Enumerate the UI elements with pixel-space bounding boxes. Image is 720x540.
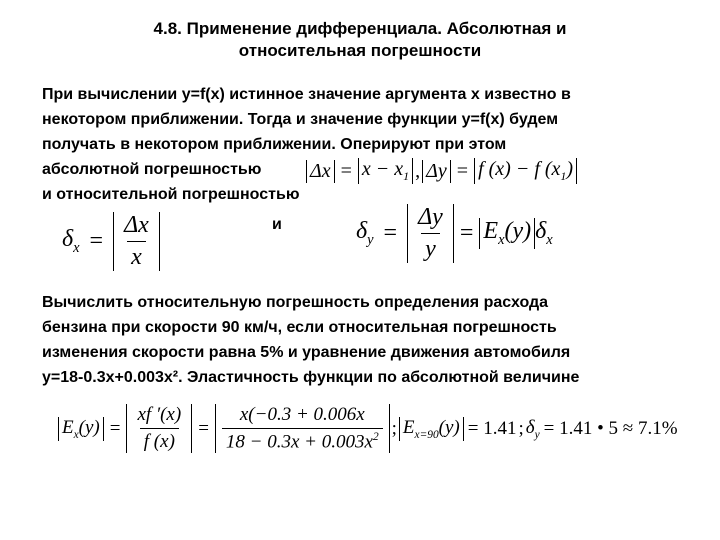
denominator-2: $18 - 0.3x + 0.003x^2$ [222, 428, 383, 453]
fraction-1 [133, 404, 185, 453]
numerator-1: xf ′(x) [137, 404, 182, 426]
abs-dx: Δx [306, 160, 335, 183]
delta-x-lhs: $\delta_x$ [62, 226, 80, 256]
fraction [414, 204, 447, 263]
eq-sign: = [198, 417, 209, 439]
abs-fraction-1 [126, 404, 192, 453]
connector-word: и [272, 216, 282, 233]
abs-elasticity-at-90: $E_{x=90}(y)$ [399, 417, 464, 441]
numerator-2: x(−0.3 + 0.006x [239, 404, 365, 425]
para1-line-4: абсолютной погрешностью [42, 161, 262, 178]
para2-line-4: y=18-0.3x+0.003x². Эластичность функции по абсолютной величине [42, 369, 580, 386]
title-line-1: 4.8. Применение дифференциала. Абсолютная и [153, 19, 567, 38]
para1-line-2: некотором приближении. Тогда и значение функции y=f(x) будем [42, 111, 559, 128]
delta-y-lhs: $\delta_y$ [525, 416, 540, 441]
para1-line-3: получать в некотором приближении. Оперируют при этом [42, 136, 507, 153]
elasticity-formula [58, 404, 678, 453]
denominator-1: f (x) [140, 428, 179, 453]
abs-elasticity-lhs: $E_x(y)$ [58, 417, 104, 441]
fraction-2 [222, 404, 383, 453]
relative-error-x-formula [62, 212, 160, 271]
paragraph-1 [42, 82, 682, 207]
title-line-2: относительная погрешности [238, 41, 482, 60]
numerator: Δx [124, 212, 149, 238]
eq-sign: = [89, 228, 104, 254]
semicolon: ; [518, 417, 524, 439]
para2-line-1: Вычислить относительную погрешность определения расхода [42, 294, 549, 311]
abs-dy: Δy [422, 160, 451, 183]
denominator: y [421, 233, 440, 263]
abs-fx-diff: f (x) − f $(x_1)$ [474, 158, 577, 184]
comma: , [415, 159, 421, 182]
delta-y-lhs: $\delta_y$ [356, 218, 374, 248]
eq-sign: = [340, 159, 352, 182]
relative-error-y-formula [356, 204, 553, 263]
eq-sign: = [383, 220, 398, 246]
result-value: = 1.41 • 5 ≈ 7.1% [543, 417, 678, 439]
denominator: x [127, 241, 146, 271]
numerator: Δy [418, 204, 443, 230]
para1-line-1: При вычислении y=f(x) истинное значение аргумента x известно в [42, 86, 571, 103]
fraction [120, 212, 153, 271]
para2-line-3: изменения скорости равна 5% и уравнение движения автомобиля [42, 344, 571, 361]
abs-error-formula [306, 156, 577, 186]
eq-sign: = [459, 220, 474, 246]
elasticity-value: = 1.41 [467, 417, 517, 439]
abs-fraction [113, 212, 160, 271]
abs-fraction [407, 204, 454, 263]
abs-elasticity: $E_x(y)$ [479, 218, 535, 249]
delta-x: $\delta_x$ [535, 218, 553, 248]
abs-fraction-2 [215, 404, 390, 453]
para2-line-2: бензина при скорости 90 км/ч, если относительная погрешность [42, 319, 557, 336]
para1-line-5: и относительной погрешностью [42, 186, 300, 203]
slide-title [0, 18, 720, 62]
eq-sign: = [109, 417, 121, 439]
paragraph-2 [42, 290, 682, 390]
semicolon: ; [391, 417, 397, 439]
eq-sign: = [456, 159, 469, 182]
abs-x-minus-x1: $x - x_1$ [358, 158, 413, 184]
